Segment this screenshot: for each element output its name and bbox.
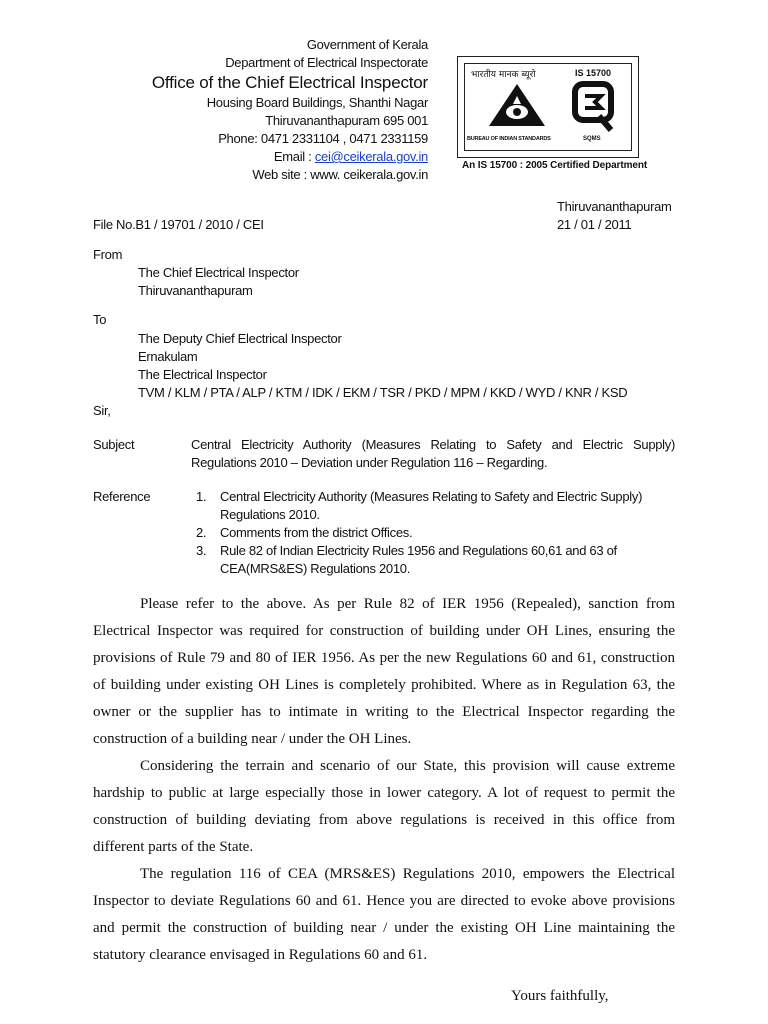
reference-item [196,488,676,524]
place: Thiruvananthapuram [557,199,672,214]
reference-item [196,524,676,542]
office-title: Office of the Chief Electrical Inspector [151,73,428,92]
is-label: IS 15700 [575,68,612,78]
place-date-block [557,198,672,234]
bis-emblem-icon [487,82,547,130]
from-line: Thiruvananthapuram [138,283,253,298]
date: 21 / 01 / 2011 [557,217,632,232]
address-line-2: Thiruvananthapuram 695 001 [265,113,428,128]
reference-text: Rule 82 of Indian Electricity Rules 1956 and Regulations 60,61 and 63 of CEA(MRS&ES) Regulations 2010. [220,543,617,576]
sqms-label: SQMS [583,136,601,142]
reference-text: Comments from the district Offices. [220,525,413,540]
reference-number: 2. [196,525,207,540]
to-line: The Deputy Chief Electrical Inspector [138,331,342,346]
to-line: Ernakulam [138,349,198,364]
to-line: The Electrical Inspector [138,367,267,382]
phone-line: Phone: 0471 2331104 , 0471 2331159 [218,131,428,146]
certification-text: An IS 15700 : 2005 Certified Department [462,160,648,171]
closing: Yours faithfully, [511,988,609,1004]
letter-body [93,591,675,969]
reference-label: Reference [93,489,151,504]
bis-hindi-text: भारतीय मानक ब्यूरो [471,70,536,80]
from-block [93,246,693,300]
bis-label: BUREAU OF INDIAN STANDARDS [467,136,551,142]
email-label: Email : [273,149,315,164]
letterhead [152,36,428,184]
to-block [93,311,713,420]
address-line-1: Housing Board Buildings, Shanthi Nagar [206,95,428,110]
body-paragraph: Considering the terrain and scenario of our State, this provision will cause extreme hardship to public at large especially those in lower category. A lot of request to permit the construction of building deviating from above regulations is received in this office from different parts of the State. [93,758,675,855]
website-line: Web site : www. ceikerala.gov.in [252,167,428,182]
reference-number: 1. [196,489,207,504]
to-label: To [93,312,107,327]
subject-label: Subject [93,437,135,452]
salutation: Sir, [93,403,111,418]
from-line: The Chief Electrical Inspector [138,265,299,280]
department-line: Department of Electrical Inspectorate [225,55,428,70]
reference-item [196,542,676,578]
body-paragraph: The regulation 116 of CEA (MRS&ES) Regulations 2010, empowers the Electrical Inspector to deviate Regulations 60 and 61. Hence you are directed to evoke above provisions and permit the construction of building near / under the existing OH Line maintaining the statutory clearance envisaged in Regulations 60 and 61. [93,866,675,963]
body-paragraph: Please refer to the above. As per Rule 82 of IER 1956 (Repealed), sanction from Electrical Inspector was required for construction of building under OH Lines, ensuring the provisions of Rule 79 and 80 of IER 1956. As per the new Regulations 60 and 61, construction of building under existing OH Lines is completely prohibited. Where as in Regulation 63, the owner or the supplier has to intimate in writing to the Electrical Inspector regarding the construction of a building near / under the OH Lines. [93,596,675,747]
certification-logo [457,56,639,158]
email-link[interactable]: cei@ceikerala.gov.in [314,149,428,164]
reference-text: Central Electricity Authority (Measures Relating to Safety and Electric Supply) Regulations 2010. [220,489,643,522]
government-line: Government of Kerala [306,37,428,52]
logo-inner-frame [464,63,632,151]
to-line: TVM / KLM / PTA / ALP / KTM / IDK / EKM / TSR / PKD / MPM / KKD / WYD / KNR / KSD [138,385,628,400]
subject-text: Central Electricity Authority (Measures Relating to Safety and Electric Supply) Regulations 2010 – Deviation under Regulation 116 – Regarding. [191,437,675,470]
reference-number: 3. [196,543,207,558]
email-line [152,148,428,166]
file-number: File No.B1 / 19701 / 2010 / CEI [93,217,264,232]
sqms-mark-icon [571,80,615,132]
reference-list [196,488,676,578]
from-label: From [93,247,123,262]
